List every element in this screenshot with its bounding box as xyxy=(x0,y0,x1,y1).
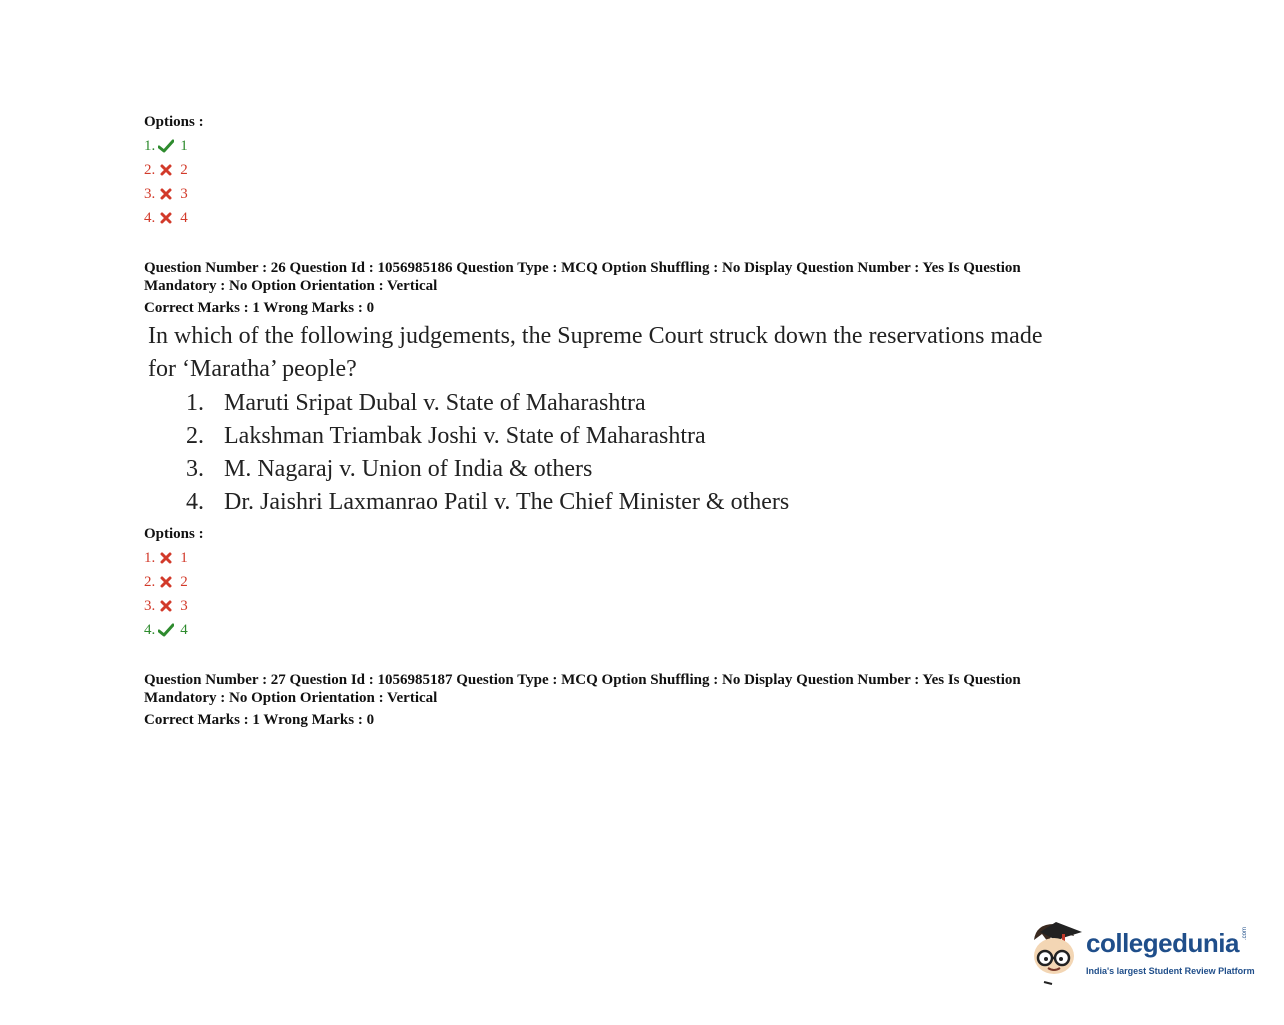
cross-icon xyxy=(158,163,174,177)
option-4 xyxy=(144,621,188,639)
option-3 xyxy=(144,597,188,615)
question-meta-line: Mandatory : No Option Orientation : Vertical xyxy=(144,278,438,294)
question-text-line: for ‘Maratha’ people? xyxy=(148,356,357,382)
option-number: 3. xyxy=(144,598,156,614)
question-text-line: In which of the following judgements, the Supreme Court struck down the reservations made xyxy=(148,323,1043,349)
option-label: 4 xyxy=(180,210,188,226)
question-meta xyxy=(144,259,1104,295)
option-number: 4. xyxy=(144,622,156,638)
option-label: 2 xyxy=(180,574,188,590)
option-1 xyxy=(144,549,188,567)
options-label: Options : xyxy=(144,526,204,542)
options-label: Options : xyxy=(144,114,204,130)
option-number: 4. xyxy=(144,210,156,226)
option-label: 2 xyxy=(180,162,188,178)
option-number: 1. xyxy=(144,550,156,566)
cross-icon xyxy=(158,187,174,201)
cross-icon xyxy=(158,551,174,565)
cross-icon xyxy=(158,211,174,225)
question-item xyxy=(186,487,789,517)
check-icon xyxy=(158,623,174,637)
question-meta-line: Question Number : 27 Question Id : 1056985187 Question Type : MCQ Option Shuffling : No Display Question Number : Yes Is Question xyxy=(144,672,1021,688)
logo-tagline: India's largest Student Review Platform xyxy=(1086,966,1255,976)
option-label: 1 xyxy=(180,550,188,566)
question-marks: Correct Marks : 1 Wrong Marks : 0 xyxy=(144,300,375,316)
option-2 xyxy=(144,161,188,179)
option-2 xyxy=(144,573,188,591)
option-number: 3. xyxy=(144,186,156,202)
option-label: 1 xyxy=(180,138,188,154)
logo-wordmark: collegedunia xyxy=(1086,928,1239,958)
option-label: 3 xyxy=(180,598,188,614)
question-meta-line: Mandatory : No Option Orientation : Vertical xyxy=(144,690,438,706)
question-item xyxy=(186,421,706,451)
option-label: 4 xyxy=(180,622,188,638)
logo-suffix: .com xyxy=(1242,926,1248,940)
question-meta-line: Question Number : 26 Question Id : 1056985186 Question Type : MCQ Option Shuffling : No Display Question Number : Yes Is Question xyxy=(144,260,1021,276)
question-item-number: 2. xyxy=(186,423,204,449)
option-number: 1. xyxy=(144,138,156,154)
option-number: 2. xyxy=(144,162,156,178)
question-item-text: Lakshman Triambak Joshi v. State of Maharashtra xyxy=(224,423,706,449)
question-meta xyxy=(144,671,1104,707)
question-item-number: 4. xyxy=(186,489,204,515)
question-item-number: 1. xyxy=(186,390,204,416)
cross-icon xyxy=(158,575,174,589)
question-item xyxy=(186,454,592,484)
option-label: 3 xyxy=(180,186,188,202)
collegedunia-logo[interactable] xyxy=(1026,918,1256,988)
check-icon xyxy=(158,139,174,153)
question-item-text: Maruti Sripat Dubal v. State of Maharashtra xyxy=(224,390,646,416)
option-number: 2. xyxy=(144,574,156,590)
option-4 xyxy=(144,209,188,227)
question-item-text: Dr. Jaishri Laxmanrao Patil v. The Chief Minister & others xyxy=(224,489,790,515)
question-item-number: 3. xyxy=(186,456,204,482)
question-item xyxy=(186,388,646,418)
option-1 xyxy=(144,137,188,155)
question-marks: Correct Marks : 1 Wrong Marks : 0 xyxy=(144,712,375,728)
question-text xyxy=(148,320,1108,386)
mascot-icon xyxy=(1026,918,1084,988)
cross-icon xyxy=(158,599,174,613)
option-3 xyxy=(144,185,188,203)
question-item-text: M. Nagaraj v. Union of India & others xyxy=(224,456,593,482)
